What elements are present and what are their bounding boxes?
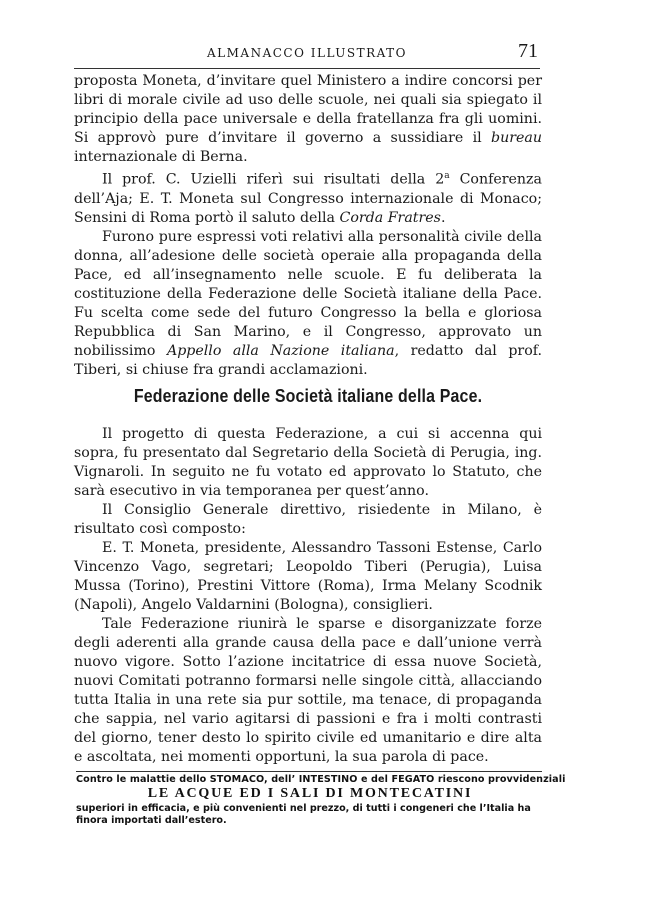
ad-headline: LE ACQUE ED I SALI DI MONTECATINI <box>147 786 473 801</box>
section-heading: Federazione delle Società italiane della Pace. <box>133 385 483 406</box>
advertisement-rule <box>76 771 542 772</box>
ad-tagline: superiori in efficacia, e più convenienti nel prezzo, di tutti i congeneri che l’Italia ha finora importati dall’estero. <box>76 803 531 826</box>
paragraph-uzielli: Il prof. C. Uzielli riferì sui risultati della 2$^a$ Conferenza dell’Aja; E. T. Moneta sul Congresso internazionale di Monaco; Sensini di Roma portò il saluto della Corda Fratres. <box>74 171 542 226</box>
paragraph-consiglio: Il Consiglio Generale direttivo, risiedente in Milano, è risultato così composto: <box>74 502 542 537</box>
paragraph-voti: Furono pure espressi voti relativi alla personalità civile della donna, all’adesione delle società operaie alla propaganda della Pace, ed all’insegnamento nelle scuole. E fu deliberata la costituzione della Federazione delle Società italiane della Pace. Fu scelta come sede del futuro Congresso la bella e gloriosa Repubblica di San Marino, e il Congresso, approvato un nobilissimo Appello alla Nazione italiana, redatto dal prof. Tiberi, si chiuse fra grandi acclamazioni. <box>74 228 542 378</box>
continued-text-block <box>74 72 542 380</box>
running-title: ALMANACCO ILLUSTRATO <box>206 46 407 60</box>
page-header <box>74 40 540 68</box>
paragraph-federazione: Tale Federazione riunirà le sparse e disorganizzate forze degli aderenti alla grande causa della pace e dall’unione verrà nuovo vigore. Sotto l’azione incitatrice di essa nuove Società, nuovi Comitati potranno formarsi nelle singole città, allacciando tutta Italia in una rete sia pur sottile, ma tenace, di propaganda che sappia, nel vario agitarsi di passioni e fra i molti contrasti del giorno, tener desto lo spirito civile ed umanitario e dire alta e ascoltata, nei momenti opportuni, la sua parola di pace. <box>74 616 542 765</box>
federazione-text-block <box>74 425 542 767</box>
header-rule <box>74 68 540 69</box>
paragraph-continued: proposta Moneta, d’invitare quel Ministero a indire concorsi per libri di morale civile ad uso delle scuole, nei quali sia spiegato il principio della pace universale e della fratellanza fra gli uomini. Si approvò pure d’invitare il governo a sussidiare il bureau internazionale di Berna. <box>74 73 542 165</box>
paragraph-membri: E. T. Moneta, presidente, Alessandro Tassoni Estense, Carlo Vincenzo Vago, segretari; Leopoldo Tiberi (Perugia), Luisa Mussa (Torino), Prestini Vittore (Roma), Irma Melany Scodnik (Napoli), Angelo Valdarnini (Bologna), consiglieri. <box>74 540 542 613</box>
page-number: 71 <box>518 40 538 62</box>
advertisement <box>76 774 566 827</box>
ad-intro: Contro le malattie dello STOMACO, dell’ INTESTINO e del FEGATO riescono provvidenziali <box>76 774 566 785</box>
paragraph-progetto: Il progetto di questa Federazione, a cui si accenna qui sopra, fu presentato dal Segretario della Società di Perugia, ing. Vignaroli. In seguito ne fu votato ed approvato lo Statuto, che sarà esecutivo in via temporanea per quest’anno. <box>74 426 542 499</box>
